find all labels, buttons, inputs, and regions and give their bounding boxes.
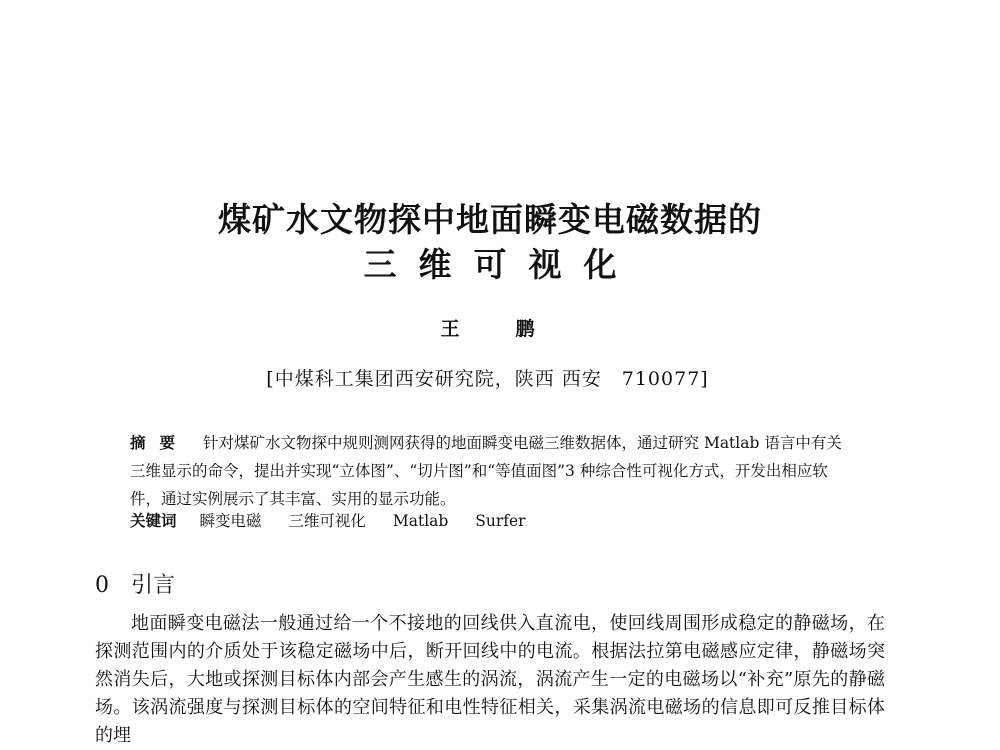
- keyword-item: Matlab: [392, 512, 449, 530]
- body-paragraph: 地面瞬变电磁法一般通过给一个不接地的回线供入直流电，使回线周围形成稳定的静磁场，在探测范围内的介质处于该稳定磁场中后，断开回线中的电流。根据法拉第电磁感应定律，静磁场突然消失后，大地或探测目标体内部会产生感生的涡流，涡流产生一定的电磁场以“补充”原先的静磁场。该涡流强度与探测目标体的空间特征和电性特征相关，采集涡流电磁场的信息即可反推目标体的埋: [95, 613, 885, 746]
- author-affiliation: [中煤科工集团西安研究院，陕西 西安 710077]: [266, 368, 709, 390]
- abstract-text: 针对煤矿水文物探中规则测网获得的地面瞬变电磁三维数据体，通过研究 Matlab 语言中有关三维显示的命令，提出并实现“立体图”、“切片图”和“等值面图”3 种综合性可视化方式，开发出相应软件，通过实例展示了其丰富、实用的显示功能。: [130, 434, 842, 508]
- abstract: [130, 429, 850, 513]
- title-line-2: 三维可视化: [363, 245, 639, 284]
- keyword-item: Surfer: [475, 512, 526, 530]
- section-heading: [95, 570, 175, 602]
- abstract-label: 摘要: [130, 433, 190, 452]
- paper-title: [0, 198, 980, 288]
- keyword-item: 三维可视化: [288, 512, 366, 530]
- keywords-label: 关键词: [130, 511, 177, 530]
- section-title: 引言: [131, 573, 176, 598]
- author-name: 王鹏: [440, 318, 591, 340]
- keyword-item: 瞬变电磁: [199, 512, 262, 530]
- title-line-1: 煤矿水文物探中地面瞬变电磁数据的: [218, 200, 762, 239]
- section-number: 0: [95, 573, 109, 598]
- keywords: [130, 507, 850, 535]
